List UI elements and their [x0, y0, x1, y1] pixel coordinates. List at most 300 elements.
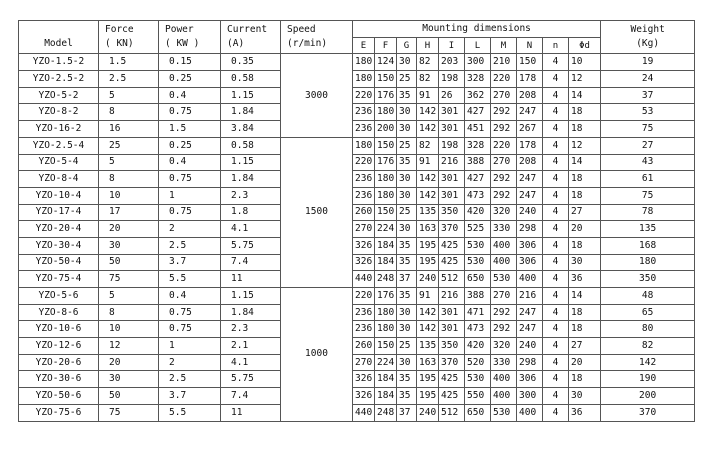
- dimension-cell: 530: [491, 404, 517, 421]
- dimension-cell: 180: [353, 71, 375, 88]
- dimension-cell: 4: [543, 121, 569, 138]
- dimension-cell: 400: [491, 388, 517, 405]
- spec-table: [18, 20, 695, 422]
- dimension-cell: 216: [439, 288, 465, 305]
- current-cell: 1.84: [221, 171, 281, 188]
- dimension-cell: 650: [465, 271, 491, 288]
- dimension-cell: 142: [417, 104, 439, 121]
- model-cell: YZO-8-4: [19, 171, 99, 188]
- model-cell: YZO-20-6: [19, 354, 99, 371]
- current-cell: 1.15: [221, 288, 281, 305]
- dimension-cell: 530: [465, 371, 491, 388]
- weight-cell: 48: [601, 288, 695, 305]
- dimension-cell: 30: [569, 388, 601, 405]
- power-cell: 5.5: [159, 271, 221, 288]
- dimension-cell: 4: [543, 288, 569, 305]
- header-power-unit: ( KW ): [165, 38, 200, 50]
- weight-cell: 37: [601, 87, 695, 104]
- dimension-cell: 184: [375, 388, 397, 405]
- dimension-cell: 328: [465, 71, 491, 88]
- table-row: [19, 371, 695, 388]
- dimension-cell: 4: [543, 304, 569, 321]
- power-cell: 3.7: [159, 388, 221, 405]
- table-row: [19, 338, 695, 355]
- dimension-cell: 4: [543, 254, 569, 271]
- dimension-cell: 208: [517, 154, 543, 171]
- weight-cell: 19: [601, 54, 695, 71]
- weight-cell: 65: [601, 304, 695, 321]
- dimension-cell: 124: [375, 54, 397, 71]
- table-row: [19, 254, 695, 271]
- power-cell: 1: [159, 338, 221, 355]
- dimension-cell: 451: [465, 121, 491, 138]
- dimension-cell: 150: [375, 71, 397, 88]
- table-row: [19, 171, 695, 188]
- dimension-cell: 91: [417, 87, 439, 104]
- dimension-cell: 4: [543, 321, 569, 338]
- dimension-cell: 30: [397, 354, 417, 371]
- dimension-cell: 195: [417, 371, 439, 388]
- dimension-cell: 184: [375, 254, 397, 271]
- weight-cell: 75: [601, 187, 695, 204]
- dimension-cell: 270: [491, 154, 517, 171]
- weight-cell: 78: [601, 204, 695, 221]
- dimension-cell: 270: [491, 288, 517, 305]
- dimension-cell: 198: [439, 137, 465, 154]
- dimension-cell: 292: [491, 104, 517, 121]
- power-cell: 0.75: [159, 321, 221, 338]
- power-cell: 3.7: [159, 254, 221, 271]
- dimension-cell: 35: [397, 288, 417, 305]
- dimension-cell: 176: [375, 87, 397, 104]
- force-cell: 20: [99, 221, 159, 238]
- dimension-cell: 30: [397, 221, 417, 238]
- header-speed: [281, 21, 353, 54]
- dimension-cell: 301: [439, 187, 465, 204]
- force-cell: 75: [99, 404, 159, 421]
- weight-cell: 43: [601, 154, 695, 171]
- dimension-cell: 18: [569, 237, 601, 254]
- weight-cell: 27: [601, 137, 695, 154]
- model-cell: YZO-5-6: [19, 288, 99, 305]
- force-cell: 75: [99, 271, 159, 288]
- dimension-cell: 142: [417, 187, 439, 204]
- dimension-cell: 270: [353, 354, 375, 371]
- dimension-cell: 512: [439, 404, 465, 421]
- dimension-cell: 180: [375, 171, 397, 188]
- table-row: [19, 87, 695, 104]
- force-cell: 10: [99, 187, 159, 204]
- dimension-cell: 142: [417, 304, 439, 321]
- current-cell: 11: [221, 404, 281, 421]
- table-row: [19, 204, 695, 221]
- dimension-cell: 25: [397, 338, 417, 355]
- table-row: [19, 137, 695, 154]
- dimension-cell: 180: [375, 321, 397, 338]
- header-weight-unit: (Kg): [636, 38, 660, 50]
- dimension-cell: 4: [543, 104, 569, 121]
- dimension-cell: 27: [569, 204, 601, 221]
- dimension-cell: 195: [417, 388, 439, 405]
- dimension-cell: 248: [375, 404, 397, 421]
- dimension-cell: 36: [569, 271, 601, 288]
- table-row: [19, 388, 695, 405]
- dimension-cell: 427: [465, 104, 491, 121]
- dimension-cell: 25: [397, 204, 417, 221]
- dimension-cell: 4: [543, 71, 569, 88]
- dimension-cell: 326: [353, 388, 375, 405]
- speed-cell: 1000: [281, 288, 353, 422]
- force-cell: 30: [99, 237, 159, 254]
- dimension-cell: 180: [375, 187, 397, 204]
- dimension-cell: 82: [417, 71, 439, 88]
- table-row: [19, 221, 695, 238]
- power-cell: 0.4: [159, 288, 221, 305]
- current-cell: 1.15: [221, 87, 281, 104]
- header-speed-label: Speed: [287, 24, 316, 36]
- dimension-cell: 26: [439, 87, 465, 104]
- header-force: [99, 21, 159, 54]
- dimension-cell: 91: [417, 288, 439, 305]
- model-cell: YZO-20-4: [19, 221, 99, 238]
- dimension-cell: 292: [491, 187, 517, 204]
- dimension-cell: 216: [517, 288, 543, 305]
- dimension-cell: 82: [417, 137, 439, 154]
- dimension-cell: 4: [543, 154, 569, 171]
- dimension-cell: 240: [417, 404, 439, 421]
- dimension-cell: 525: [465, 221, 491, 238]
- model-cell: YZO-2.5-4: [19, 137, 99, 154]
- dimension-cell: 247: [517, 187, 543, 204]
- dimension-cell: 260: [353, 338, 375, 355]
- dimension-cell: 220: [491, 137, 517, 154]
- header-dim-0: E: [353, 37, 375, 54]
- dimension-cell: 35: [397, 388, 417, 405]
- header-current-unit: (A): [227, 38, 245, 50]
- dimension-cell: 236: [353, 104, 375, 121]
- dimension-cell: 512: [439, 271, 465, 288]
- dimension-cell: 210: [491, 54, 517, 71]
- dimension-cell: 236: [353, 171, 375, 188]
- dimension-cell: 18: [569, 321, 601, 338]
- dimension-cell: 195: [417, 254, 439, 271]
- current-cell: 5.75: [221, 371, 281, 388]
- dimension-cell: 440: [353, 271, 375, 288]
- current-cell: 0.58: [221, 71, 281, 88]
- dimension-cell: 247: [517, 104, 543, 121]
- table-row: [19, 187, 695, 204]
- dimension-cell: 224: [375, 354, 397, 371]
- dimension-cell: 27: [569, 338, 601, 355]
- dimension-cell: 35: [397, 254, 417, 271]
- table-row: [19, 354, 695, 371]
- force-cell: 8: [99, 104, 159, 121]
- dimension-cell: 184: [375, 371, 397, 388]
- dimension-cell: 203: [439, 54, 465, 71]
- current-cell: 1.8: [221, 204, 281, 221]
- force-cell: 17: [99, 204, 159, 221]
- dimension-cell: 301: [439, 321, 465, 338]
- dimension-cell: 135: [417, 338, 439, 355]
- dimension-cell: 267: [517, 121, 543, 138]
- dimension-cell: 14: [569, 154, 601, 171]
- current-cell: 1.15: [221, 154, 281, 171]
- weight-cell: 190: [601, 371, 695, 388]
- power-cell: 0.75: [159, 171, 221, 188]
- table-row: [19, 304, 695, 321]
- model-cell: YZO-10-4: [19, 187, 99, 204]
- dimension-cell: 350: [439, 338, 465, 355]
- power-cell: 2.5: [159, 237, 221, 254]
- dimension-cell: 37: [397, 271, 417, 288]
- dimension-cell: 35: [397, 371, 417, 388]
- header-power-label: Power: [165, 24, 194, 36]
- power-cell: 2.5: [159, 371, 221, 388]
- header-weight: [601, 21, 695, 54]
- dimension-cell: 471: [465, 304, 491, 321]
- dimension-cell: 270: [491, 87, 517, 104]
- model-cell: YZO-75-4: [19, 271, 99, 288]
- power-cell: 2: [159, 354, 221, 371]
- header-dim-2: G: [397, 37, 417, 54]
- dimension-cell: 236: [353, 321, 375, 338]
- header-model: Model: [19, 21, 99, 54]
- dimension-cell: 400: [491, 237, 517, 254]
- dimension-cell: 530: [465, 254, 491, 271]
- dimension-cell: 4: [543, 87, 569, 104]
- weight-cell: 180: [601, 254, 695, 271]
- dimension-cell: 427: [465, 171, 491, 188]
- dimension-cell: 18: [569, 304, 601, 321]
- dimension-cell: 4: [543, 171, 569, 188]
- dimension-cell: 425: [439, 254, 465, 271]
- header-dim-9: Φd: [569, 37, 601, 54]
- header-force-unit: ( KN): [105, 38, 134, 50]
- model-cell: YZO-8-6: [19, 304, 99, 321]
- weight-cell: 82: [601, 338, 695, 355]
- dimension-cell: 150: [375, 137, 397, 154]
- dimension-cell: 400: [491, 371, 517, 388]
- dimension-cell: 180: [375, 304, 397, 321]
- dimension-cell: 301: [439, 171, 465, 188]
- dimension-cell: 14: [569, 87, 601, 104]
- power-cell: 0.75: [159, 304, 221, 321]
- dimension-cell: 370: [439, 221, 465, 238]
- dimension-cell: 176: [375, 288, 397, 305]
- dimension-cell: 4: [543, 137, 569, 154]
- dimension-cell: 30: [569, 254, 601, 271]
- table-row: [19, 121, 695, 138]
- dimension-cell: 142: [417, 171, 439, 188]
- header-dim-7: N: [517, 37, 543, 54]
- force-cell: 25: [99, 137, 159, 154]
- power-cell: 5.5: [159, 404, 221, 421]
- dimension-cell: 220: [491, 71, 517, 88]
- model-cell: YZO-50-6: [19, 388, 99, 405]
- power-cell: 0.4: [159, 87, 221, 104]
- model-cell: YZO-30-4: [19, 237, 99, 254]
- dimension-cell: 247: [517, 321, 543, 338]
- current-cell: 4.1: [221, 354, 281, 371]
- dimension-cell: 292: [491, 171, 517, 188]
- current-cell: 11: [221, 271, 281, 288]
- dimension-cell: 4: [543, 187, 569, 204]
- header-mounting-dimensions: Mounting dimensions: [353, 21, 601, 38]
- speed-cell: 3000: [281, 54, 353, 137]
- weight-cell: 80: [601, 321, 695, 338]
- dimension-cell: 4: [543, 271, 569, 288]
- dimension-cell: 425: [439, 237, 465, 254]
- current-cell: 7.4: [221, 388, 281, 405]
- dimension-cell: 300: [517, 388, 543, 405]
- force-cell: 5: [99, 288, 159, 305]
- current-cell: 5.75: [221, 237, 281, 254]
- dimension-cell: 18: [569, 187, 601, 204]
- dimension-cell: 650: [465, 404, 491, 421]
- dimension-cell: 270: [353, 221, 375, 238]
- power-cell: 0.4: [159, 154, 221, 171]
- table-row: [19, 404, 695, 421]
- dimension-cell: 4: [543, 388, 569, 405]
- force-cell: 10: [99, 321, 159, 338]
- weight-cell: 142: [601, 354, 695, 371]
- dimension-cell: 306: [517, 254, 543, 271]
- model-cell: YZO-30-6: [19, 371, 99, 388]
- model-cell: YZO-8-2: [19, 104, 99, 121]
- dimension-cell: 150: [375, 338, 397, 355]
- weight-cell: 24: [601, 71, 695, 88]
- dimension-cell: 30: [397, 187, 417, 204]
- power-cell: 1: [159, 187, 221, 204]
- dimension-cell: 247: [517, 171, 543, 188]
- dimension-cell: 301: [439, 104, 465, 121]
- power-cell: 1.5: [159, 121, 221, 138]
- dimension-cell: 301: [439, 121, 465, 138]
- dimension-cell: 420: [465, 204, 491, 221]
- force-cell: 8: [99, 304, 159, 321]
- model-cell: YZO-10-6: [19, 321, 99, 338]
- dimension-cell: 300: [465, 54, 491, 71]
- dimension-cell: 10: [569, 54, 601, 71]
- dimension-cell: 292: [491, 304, 517, 321]
- table-row: [19, 104, 695, 121]
- dimension-cell: 320: [491, 338, 517, 355]
- model-cell: YZO-1.5-2: [19, 54, 99, 71]
- dimension-cell: 388: [465, 154, 491, 171]
- dimension-cell: 240: [517, 204, 543, 221]
- dimension-cell: 12: [569, 71, 601, 88]
- dimension-cell: 216: [439, 154, 465, 171]
- dimension-cell: 176: [375, 154, 397, 171]
- power-cell: 0.15: [159, 54, 221, 71]
- weight-cell: 135: [601, 221, 695, 238]
- dimension-cell: 236: [353, 187, 375, 204]
- current-cell: 4.1: [221, 221, 281, 238]
- dimension-cell: 550: [465, 388, 491, 405]
- dimension-cell: 30: [397, 304, 417, 321]
- dimension-cell: 180: [353, 137, 375, 154]
- dimension-cell: 330: [491, 221, 517, 238]
- dimension-cell: 220: [353, 87, 375, 104]
- header-dim-4: I: [439, 37, 465, 54]
- dimension-cell: 18: [569, 121, 601, 138]
- dimension-cell: 30: [397, 121, 417, 138]
- dimension-cell: 400: [517, 271, 543, 288]
- dimension-cell: 20: [569, 354, 601, 371]
- force-cell: 50: [99, 254, 159, 271]
- weight-cell: 53: [601, 104, 695, 121]
- dimension-cell: 150: [517, 54, 543, 71]
- model-cell: YZO-5-2: [19, 87, 99, 104]
- dimension-cell: 4: [543, 338, 569, 355]
- current-cell: 0.35: [221, 54, 281, 71]
- dimension-cell: 150: [375, 204, 397, 221]
- dimension-cell: 330: [491, 354, 517, 371]
- dimension-cell: 4: [543, 371, 569, 388]
- header-speed-unit: (r/min): [287, 38, 328, 50]
- force-cell: 5: [99, 154, 159, 171]
- dimension-cell: 180: [375, 104, 397, 121]
- current-cell: 7.4: [221, 254, 281, 271]
- model-cell: YZO-17-4: [19, 204, 99, 221]
- dimension-cell: 298: [517, 354, 543, 371]
- header-dim-6: M: [491, 37, 517, 54]
- table-row: [19, 54, 695, 71]
- header-dim-8: n: [543, 37, 569, 54]
- dimension-cell: 425: [439, 388, 465, 405]
- header-power: [159, 21, 221, 54]
- dimension-cell: 326: [353, 254, 375, 271]
- current-cell: 2.1: [221, 338, 281, 355]
- dimension-cell: 530: [465, 237, 491, 254]
- dimension-cell: 530: [491, 271, 517, 288]
- dimension-cell: 178: [517, 71, 543, 88]
- dimension-cell: 328: [465, 137, 491, 154]
- dimension-cell: 180: [353, 54, 375, 71]
- dimension-cell: 370: [439, 354, 465, 371]
- dimension-cell: 198: [439, 71, 465, 88]
- dimension-cell: 37: [397, 404, 417, 421]
- dimension-cell: 178: [517, 137, 543, 154]
- spec-table-body: [19, 54, 695, 421]
- dimension-cell: 425: [439, 371, 465, 388]
- force-cell: 2.5: [99, 71, 159, 88]
- power-cell: 0.75: [159, 204, 221, 221]
- dimension-cell: 350: [439, 204, 465, 221]
- dimension-cell: 195: [417, 237, 439, 254]
- model-cell: YZO-12-6: [19, 338, 99, 355]
- dimension-cell: 400: [491, 254, 517, 271]
- model-cell: YZO-2.5-2: [19, 71, 99, 88]
- header-current-label: Current: [227, 24, 268, 36]
- dimension-cell: 25: [397, 137, 417, 154]
- dimension-cell: 473: [465, 187, 491, 204]
- dimension-cell: 247: [517, 304, 543, 321]
- force-cell: 1.5: [99, 54, 159, 71]
- model-cell: YZO-16-2: [19, 121, 99, 138]
- dimension-cell: 248: [375, 271, 397, 288]
- dimension-cell: 440: [353, 404, 375, 421]
- dimension-cell: 292: [491, 321, 517, 338]
- model-cell: YZO-5-4: [19, 154, 99, 171]
- dimension-cell: 184: [375, 237, 397, 254]
- dimension-cell: 388: [465, 288, 491, 305]
- dimension-cell: 520: [465, 354, 491, 371]
- model-cell: YZO-75-6: [19, 404, 99, 421]
- dimension-cell: 220: [353, 288, 375, 305]
- dimension-cell: 320: [491, 204, 517, 221]
- spec-table-container: [18, 20, 694, 422]
